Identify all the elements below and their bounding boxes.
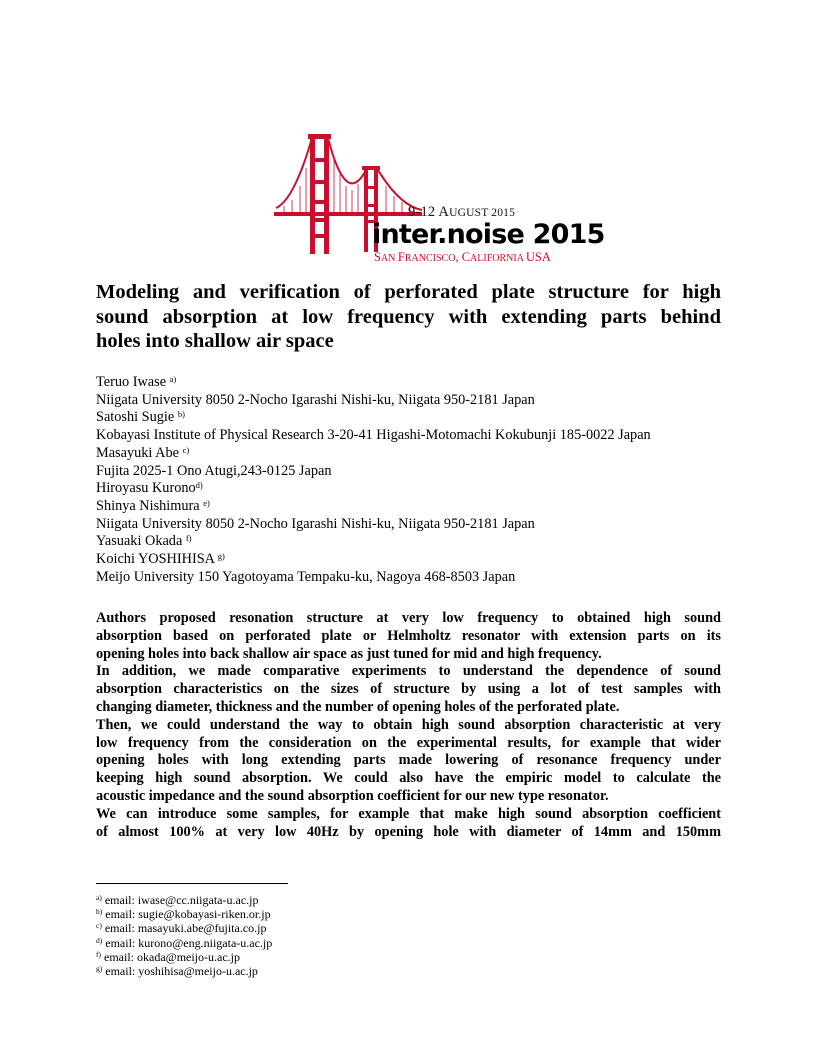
abstract-line: absorption characteristics on the sizes of structure by using a lot of test samples with — [96, 681, 721, 698]
author-affiliation: Kobayasi Institute of Physical Research 3-20-41 Higashi-Motomachi Kokubunji 185-0022 Japan — [96, 427, 651, 444]
author-name: Hiroyasu Kurono$^{d)}$ — [96, 480, 203, 497]
footnote-divider — [96, 883, 288, 884]
conference-name: inter.noise 2015 — [372, 219, 605, 250]
abstract-line: acoustic impedance and the sound absorption coefficient for our new type resonator. — [96, 787, 609, 804]
abstract-line: Then, we could understand the way to obtain high sound absorption characteristic at very — [96, 716, 721, 733]
conference-location: SAN FRANCISCO, CALIFORNIA USA — [374, 250, 551, 264]
footnote: $^{f)}$ email: okada@meijo-u.ac.jp — [96, 949, 241, 964]
footnote: $^{c)}$ email: masayuki.abe@fujita.co.jp — [96, 921, 267, 936]
author-name: Satoshi Sugie $^{b)}$ — [96, 409, 185, 426]
abstract-line: In addition, we made comparative experiments to understand the dependence of sound — [96, 663, 721, 680]
abstract-line: absorption based on perforated plate or Helmholtz resonator with extension parts on its — [96, 627, 721, 644]
title-line: holes into shallow air space — [96, 330, 334, 352]
abstract-line: of almost 100% at very low 40Hz by opening hole with diameter of 14mm and 150mm — [96, 823, 721, 840]
abstract-line: opening holes with long extending parts made lowering of resonance frequency under — [96, 752, 721, 769]
abstract-line: Authors proposed resonation structure at very low frequency to obtained high sound — [96, 610, 721, 626]
author-affiliation: Niigata University 8050 2-Nocho Igarashi Nishi-ku, Niigata 950-2181 Japan — [96, 391, 535, 408]
abstract-line: low frequency from the consideration on the experimental results, for example that wider — [96, 734, 721, 751]
abstract-line: We can introduce some samples, for example that make high sound absorption coefficient — [96, 805, 721, 822]
abstract — [96, 610, 721, 841]
author-affiliation: Fujita 2025-1 Ono Atugi,243-0125 Japan — [96, 462, 332, 479]
author-name: Koichi YOSHIHISA $^{g)}$ — [96, 551, 225, 568]
author-name: Shinya Nishimura $^{e)}$ — [96, 497, 210, 514]
author-list — [96, 374, 796, 586]
footnotes — [96, 893, 272, 978]
author-affiliation: Meijo University 150 Yagotoyama Tempaku-ku, Nagoya 468-8503 Japan — [96, 568, 516, 585]
footnote: $^{a)}$ email: iwase@cc.niigata-u.ac.jp — [96, 893, 259, 907]
author-name: Masayuki Abe $^{c)}$ — [96, 444, 190, 461]
paper-title — [96, 280, 721, 354]
author-name: Teruo Iwase $^{a)}$ — [96, 374, 177, 390]
footnote: $^{g)}$ email: yoshihisa@meijo-u.ac.jp — [96, 964, 258, 979]
abstract-line: keeping high sound absorption. We could also have the empiric model to calculate the — [96, 770, 721, 787]
conference-date: 9-12 AUGUST 2015 — [408, 204, 516, 220]
footnote: $^{b)}$ email: sugie@kobayasi-riken.or.jp — [96, 907, 271, 922]
abstract-line: opening holes into back shallow air space as just tuned for mid and high frequency. — [96, 645, 602, 662]
title-line: Modeling and verification of perforated plate structure for high — [96, 281, 721, 303]
abstract-line: changing diameter, thickness and the number of opening holes of the perforated plate. — [96, 698, 620, 715]
author-affiliation: Niigata University 8050 2-Nocho Igarashi Nishi-ku, Niigata 950-2181 Japan — [96, 515, 535, 532]
footnote: $^{d)}$ email: kurono@eng.niigata-u.ac.jp — [96, 935, 273, 950]
title-line: sound absorption at low frequency with extending parts behind — [96, 305, 721, 328]
author-name: Yasuaki Okada $^{f)}$ — [96, 533, 192, 550]
